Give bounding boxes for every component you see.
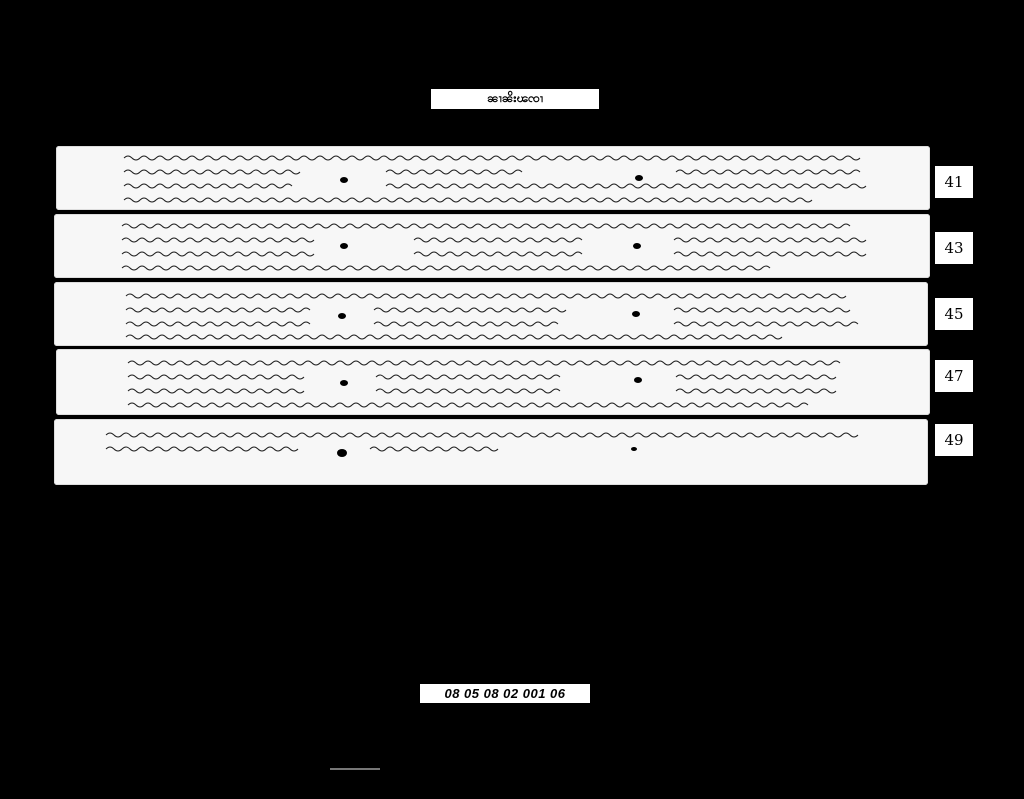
string-hole-dot	[340, 380, 348, 386]
string-hole-dot	[634, 377, 642, 383]
string-hole-dot	[633, 243, 641, 249]
string-hole-dot	[340, 243, 348, 249]
string-hole-dot	[631, 447, 637, 451]
manuscript-script-lines	[56, 146, 930, 210]
page-number-41: 41	[935, 166, 973, 198]
page-number-47: 47	[935, 360, 973, 392]
palm-leaf-49	[54, 419, 928, 485]
manuscript-script-lines	[54, 282, 928, 346]
string-hole-dot	[340, 177, 348, 183]
string-hole-dot	[632, 311, 640, 317]
film-scratch	[330, 768, 380, 770]
palm-leaf-47	[56, 349, 930, 415]
string-hole-dot	[635, 175, 643, 181]
page-number-49: 49	[935, 424, 973, 456]
page-number-43: 43	[935, 232, 973, 264]
palm-leaf-43	[54, 214, 930, 278]
manuscript-script-lines	[56, 349, 930, 415]
string-hole-dot	[337, 449, 347, 457]
palm-leaf-41	[56, 146, 930, 210]
archive-code-label: 08 05 08 02 001 06	[420, 684, 590, 703]
page-number-45: 45	[935, 298, 973, 330]
document-title-label: ၼၢၼိးၽၸၢ	[431, 89, 599, 109]
string-hole-dot	[338, 313, 346, 319]
manuscript-script-lines	[54, 419, 928, 485]
palm-leaf-45	[54, 282, 928, 346]
manuscript-script-lines	[54, 214, 930, 278]
